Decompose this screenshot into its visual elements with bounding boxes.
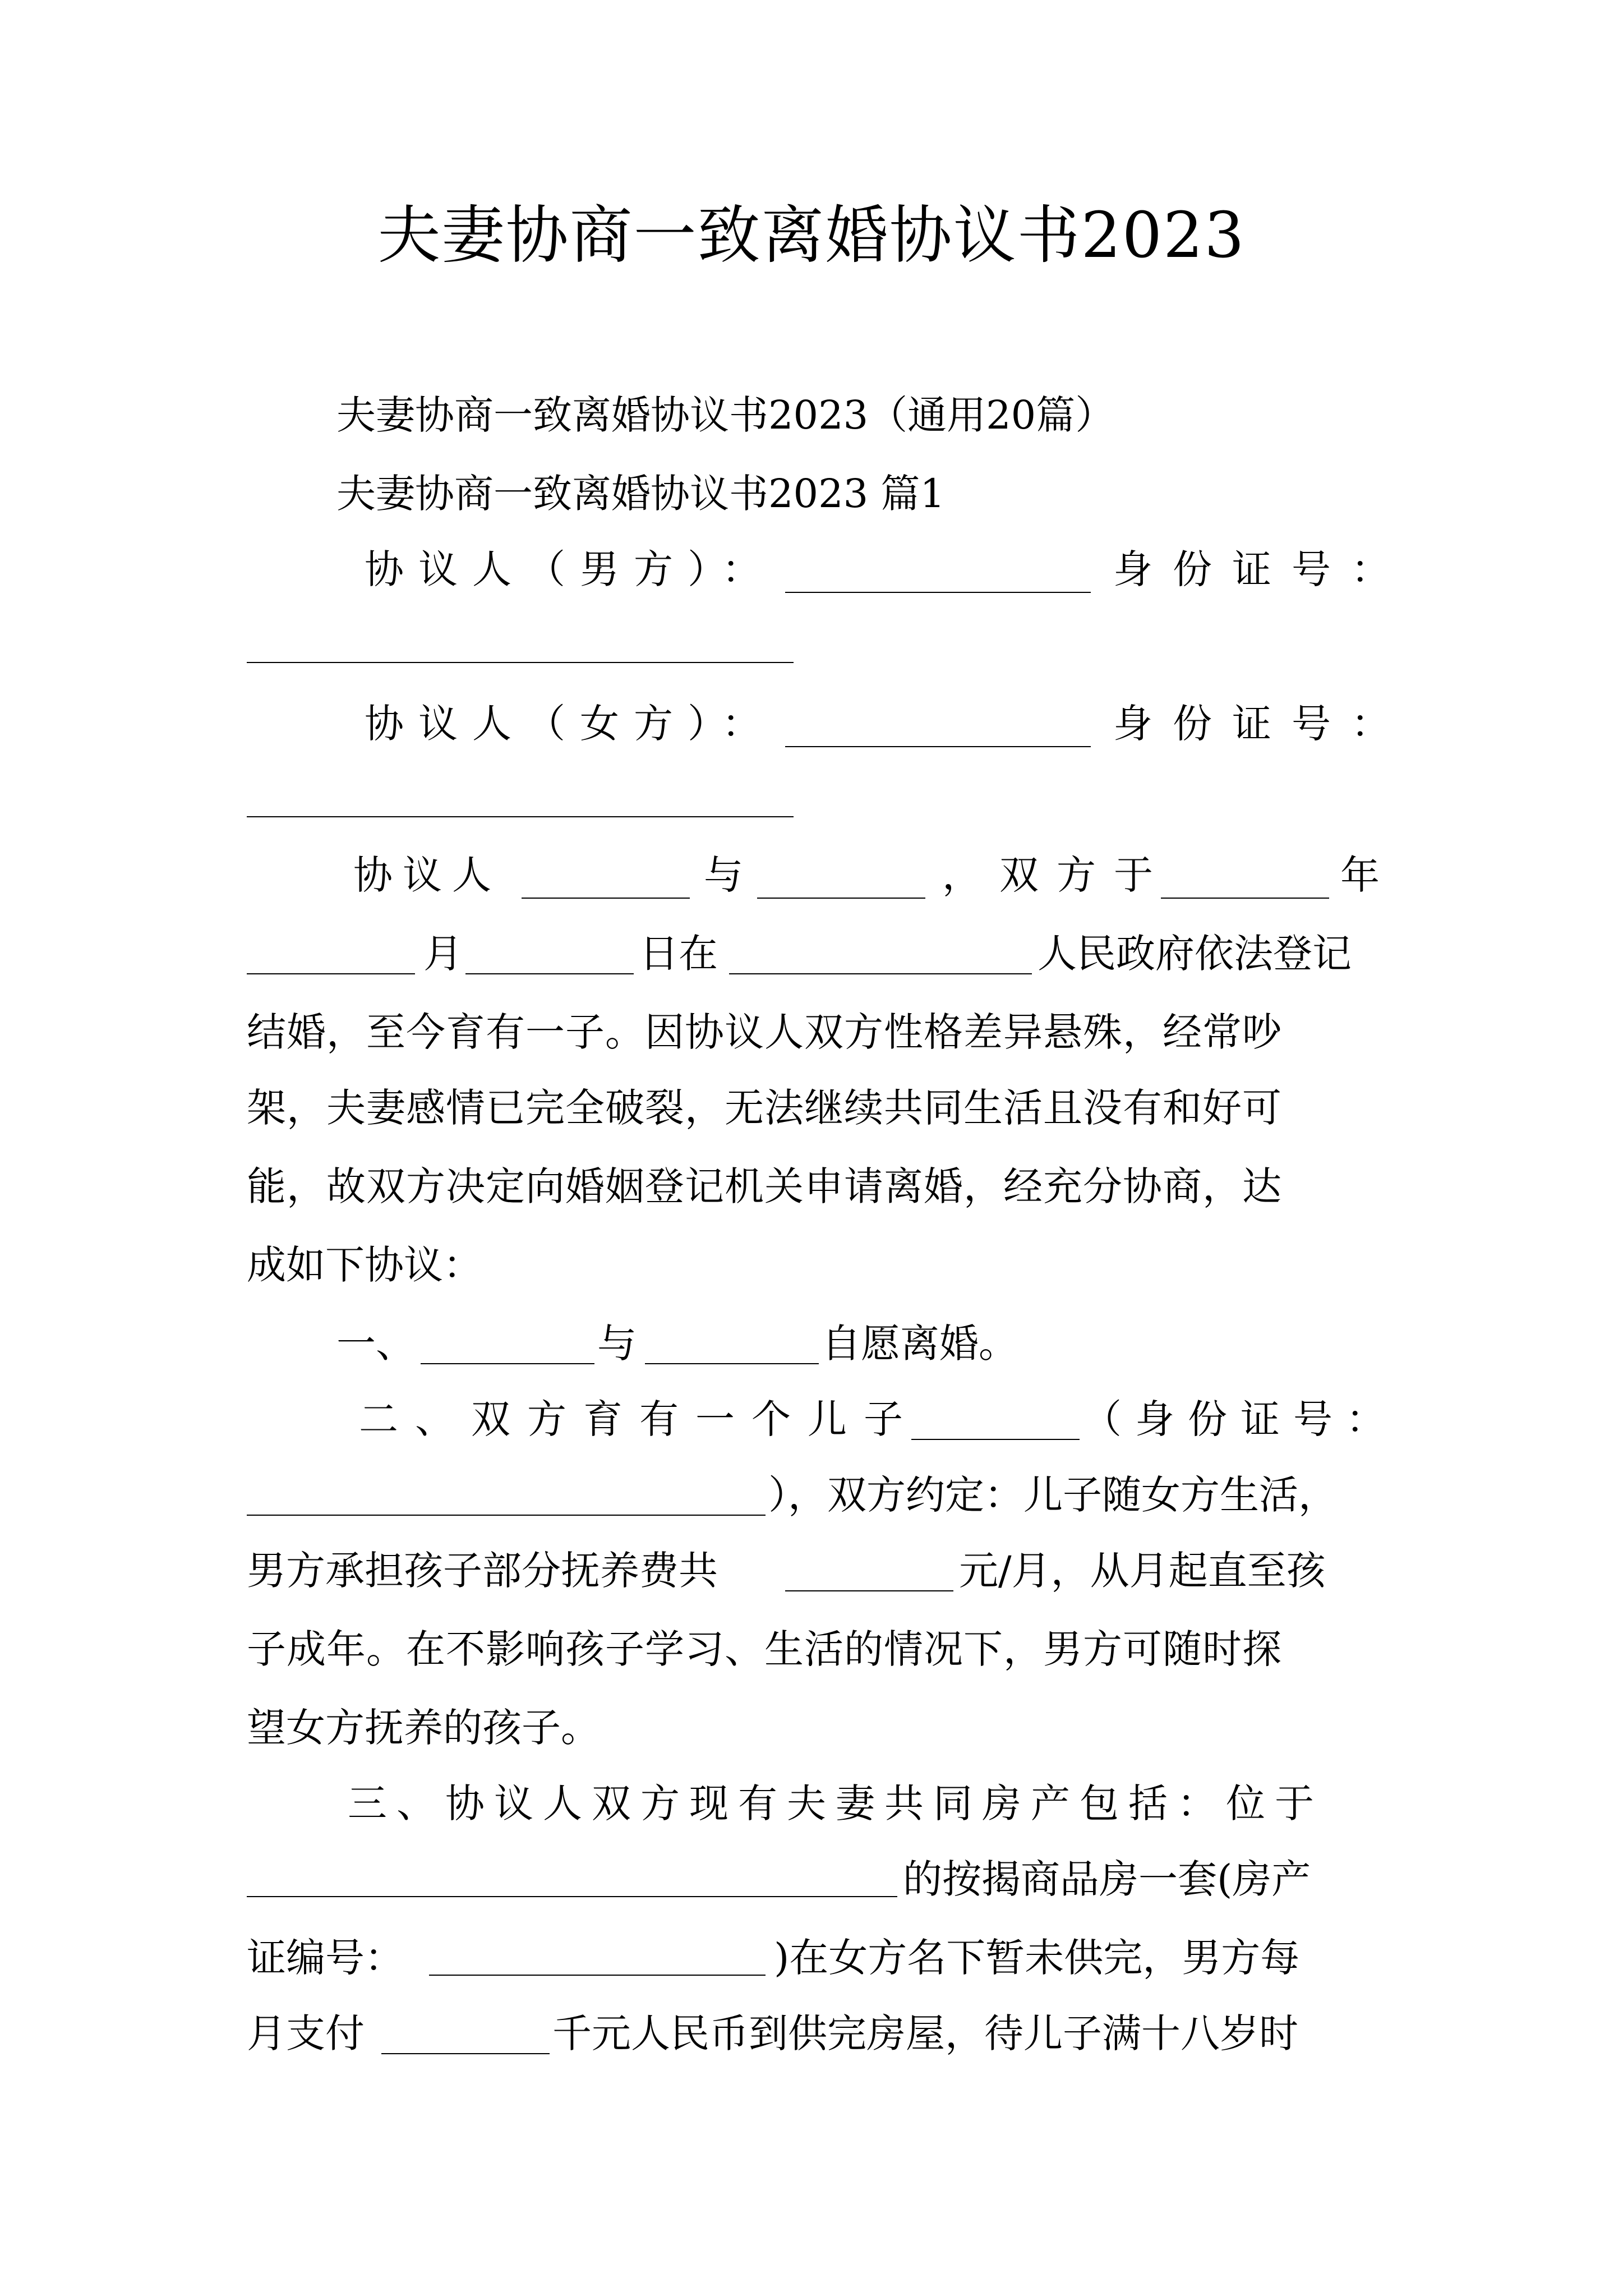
clause2-blank-name[interactable] (911, 1439, 1080, 1440)
intro-text-1: 协议人 (353, 852, 501, 898)
clause2-line-5: 望女方抚养的孩子。 (247, 1705, 600, 1751)
clause3-text-5: 月支付 (247, 2010, 365, 2056)
intro-blank-3[interactable] (1161, 898, 1329, 899)
clause3-text-2: 的按揭商品房一套(房产 (903, 1856, 1311, 1902)
clause2-text-3: ），双方约定：儿子随女方生活， (768, 1472, 1338, 1518)
clause3-text-6: 千元人民币到供完房屋，待儿子满十八岁时 (552, 2010, 1298, 2056)
man-id-label: 身份证号： (1113, 546, 1410, 592)
intro-text-2: 与 (704, 852, 743, 898)
intro-text-7: 人民政府依法登记 (1038, 931, 1352, 977)
clause2-blank-id[interactable] (247, 1515, 766, 1516)
clause2-text-1: 二、双方育有一个儿子 (359, 1396, 920, 1442)
man-id-blank[interactable] (247, 662, 794, 663)
intro-line-3: 结婚，至今育有一子。因协议人双方性格差异悬殊，经常吵 (247, 1009, 1282, 1055)
intro-text-3: ，双方于 (942, 852, 1171, 898)
clause2-text-4: 男方承担孩子部分抚养费共 (247, 1548, 718, 1594)
clause1-text-2: 与 (597, 1320, 637, 1366)
subtitle-part: 夫妻协商一致离婚协议书2023 篇1 (336, 471, 945, 517)
clause1-blank-1[interactable] (421, 1363, 594, 1364)
intro-blank-1[interactable] (522, 898, 690, 899)
clause2-text-5: 元/月，从月起直至孩 (959, 1548, 1326, 1594)
clause2-line-4: 子成年。在不影响孩子学习、生活的情况下，男方可随时探 (247, 1626, 1282, 1672)
woman-id-blank[interactable] (247, 816, 794, 817)
woman-name-blank[interactable] (785, 746, 1091, 747)
man-label: 协议人（男方）： (365, 546, 776, 592)
intro-text-4: 年 (1340, 852, 1380, 898)
man-name-blank[interactable] (785, 592, 1091, 593)
document-title: 夫妻协商一致离婚协议书2023 (377, 199, 1246, 272)
woman-label: 协议人（女方）： (365, 701, 776, 747)
intro-blank-6[interactable] (729, 973, 1032, 974)
clause3-blank-address[interactable] (247, 1896, 897, 1897)
clause3-text-4: )在女方名下暂未供完，男方每 (774, 1935, 1300, 1981)
clause3-text-3: 证编号： (247, 1935, 404, 1981)
intro-line-6: 成如下协议： (247, 1242, 482, 1288)
clause1-text-3: 自愿离婚。 (822, 1320, 1018, 1366)
subtitle-all: 夫妻协商一致离婚协议书2023（通用20篇） (336, 392, 1115, 438)
clause2-text-2: （身份证号： (1082, 1396, 1399, 1442)
clause3-blank-amount[interactable] (381, 2053, 550, 2054)
clause2-blank-fee[interactable] (785, 1590, 953, 1591)
intro-blank-5[interactable] (465, 973, 634, 974)
intro-line-4: 架，夫妻感情已完全破裂，无法继续共同生活且没有和好可 (247, 1085, 1282, 1131)
clause1-blank-2[interactable] (645, 1363, 819, 1364)
clause3-text-1: 三、协议人双方现有夫妻共同房产包括：位于 (348, 1780, 1324, 1826)
intro-text-6: 日在 (639, 931, 718, 977)
woman-id-label: 身份证号： (1113, 701, 1410, 747)
clause3-blank-cert[interactable] (429, 1975, 766, 1976)
intro-text-5: 月 (423, 931, 463, 977)
intro-blank-4[interactable] (247, 973, 415, 974)
intro-line-5: 能，故双方决定向婚姻登记机关申请离婚，经充分协商，达 (247, 1163, 1282, 1209)
intro-blank-2[interactable] (757, 898, 925, 899)
clause1-text-1: 一、 (336, 1320, 415, 1366)
